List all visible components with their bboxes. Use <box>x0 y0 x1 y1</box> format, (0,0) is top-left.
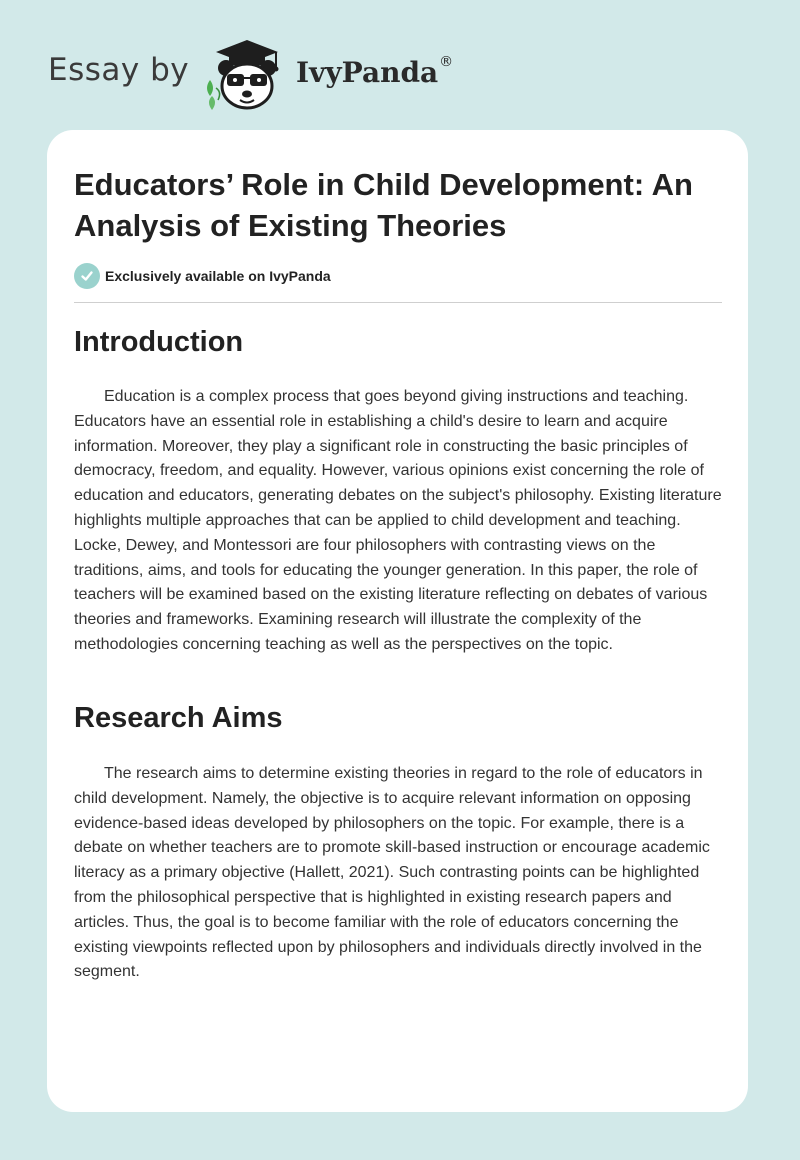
essay-card <box>47 130 748 1112</box>
registered-mark: ® <box>439 54 454 70</box>
section-heading-research-aims: Research Aims <box>74 702 283 734</box>
badge-label: Exclusively available on IvyPanda <box>105 268 331 284</box>
site-header <box>48 34 748 114</box>
ivypanda-logo-icon[interactable] <box>202 36 292 112</box>
section-body-introduction: Education is a complex process that goes beyond giving instructions and teaching. Educators have an essential role in establishing a child's desire to learn and acquire information. Moreover, they play a significant role in constructing the basic principles of democracy, freedom, and equality. However, various opinions exist concerning the role of education and educators, generating debates on the subject's philosophy. Existing literature highlights multiple approaches that can be applied to child development and teaching. Locke, Dewey, and Montessori are four philosophers with contrasting views on the traditions, aims, and tools for educating the younger generation. In this paper, the role of teachers will be examined based on the existing literature reflecting on debates of various theories and frameworks. Examining research will illustrate the complexity of the methodologies concerning teaching as well as the perspectives on the topic. <box>74 388 722 653</box>
page-title: Educators’ Role in Child Development: An Analysis of Existing Theories <box>74 167 693 243</box>
check-icon <box>74 263 100 289</box>
essay-by-label: Essay by <box>48 52 190 88</box>
exclusive-badge <box>74 263 331 289</box>
divider <box>74 302 722 303</box>
brand-name[interactable]: IvyPanda® <box>296 54 454 89</box>
section-body-research-aims: The research aims to determine existing theories in regard to the role of educators in child development. Namely, the objective is to acquire relevant information on opposing evidence-based ideas developed by philosophers on the topic. For example, there is a debate on whether teachers are to promote skill-based instruction or encourage academic literacy as a primary objective (Hallett, 2021). Such contrasting points can be highlighted from the philosophical perspective that is highlighted in existing research papers and articles. Thus, the goal is to become familiar with the role of educators concerning the existing viewpoints reflected upon by philosophers and individuals directly involved in the segment. <box>74 765 710 981</box>
section-heading-introduction: Introduction <box>74 326 244 358</box>
